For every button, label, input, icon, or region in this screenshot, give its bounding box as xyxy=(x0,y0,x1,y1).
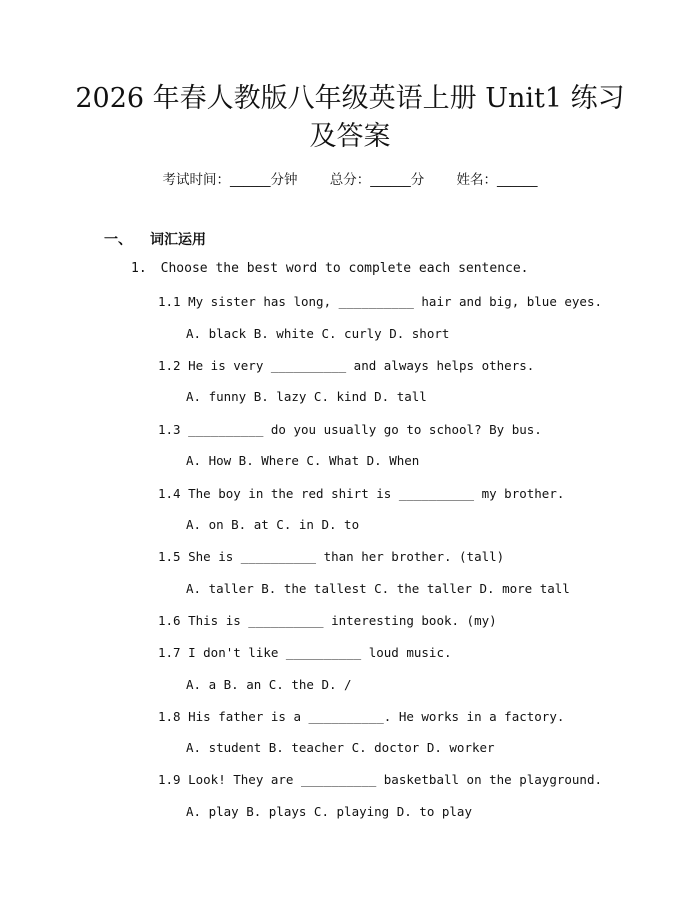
exam-score: 总分：______分 xyxy=(329,172,425,188)
section-number: 一、 xyxy=(104,232,132,248)
title-line-2: 及答案 xyxy=(309,121,391,152)
exam-meta xyxy=(0,168,700,188)
item-stem: 1.9 Look! They are __________ basketball on the playground. xyxy=(158,772,603,787)
item-options: A. student B. teacher C. doctor D. worker xyxy=(186,740,495,755)
item-stem: 1.2 He is very __________ and always helps others. xyxy=(158,358,535,373)
item-stem: 1.5 She is __________ than her brother. (tall) xyxy=(158,549,505,564)
section-heading xyxy=(104,229,206,249)
item-stem: 1.6 This is __________ interesting book. (my) xyxy=(158,613,497,628)
item-options: A. on B. at C. in D. to xyxy=(186,517,360,532)
title-line-1: 2026 年春人教版八年级英语上册 Unit1 练习 xyxy=(75,83,625,114)
section-label: 词汇运用 xyxy=(150,232,206,248)
item-options: A. a B. an C. the D. / xyxy=(186,677,352,692)
question-text: Choose the best word to complete each sentence. xyxy=(160,261,529,276)
exam-time: 考试时间：______分钟 xyxy=(162,172,298,188)
item-stem: 1.4 The boy in the red shirt is __________ my brother. xyxy=(158,486,565,501)
question-heading xyxy=(131,261,529,276)
item-stem: 1.3 __________ do you usually go to school? By bus. xyxy=(158,422,542,437)
item-options: A. taller B. the tallest C. the taller D. more tall xyxy=(186,581,570,596)
document-title xyxy=(0,80,700,156)
item-options: A. funny B. lazy C. kind D. tall xyxy=(186,389,427,404)
item-stem: 1.1 My sister has long, __________ hair and big, blue eyes. xyxy=(158,294,603,309)
item-options: A. play B. plays C. playing D. to play xyxy=(186,804,472,819)
item-options: A. How B. Where C. What D. When xyxy=(186,453,420,468)
item-options: A. black B. white C. curly D. short xyxy=(186,326,450,341)
item-stem: 1.7 I don't like __________ loud music. xyxy=(158,645,452,660)
exam-name: 姓名：______ xyxy=(456,172,538,188)
question-number: 1. xyxy=(131,261,147,276)
item-stem: 1.8 His father is a __________. He works in a factory. xyxy=(158,709,565,724)
